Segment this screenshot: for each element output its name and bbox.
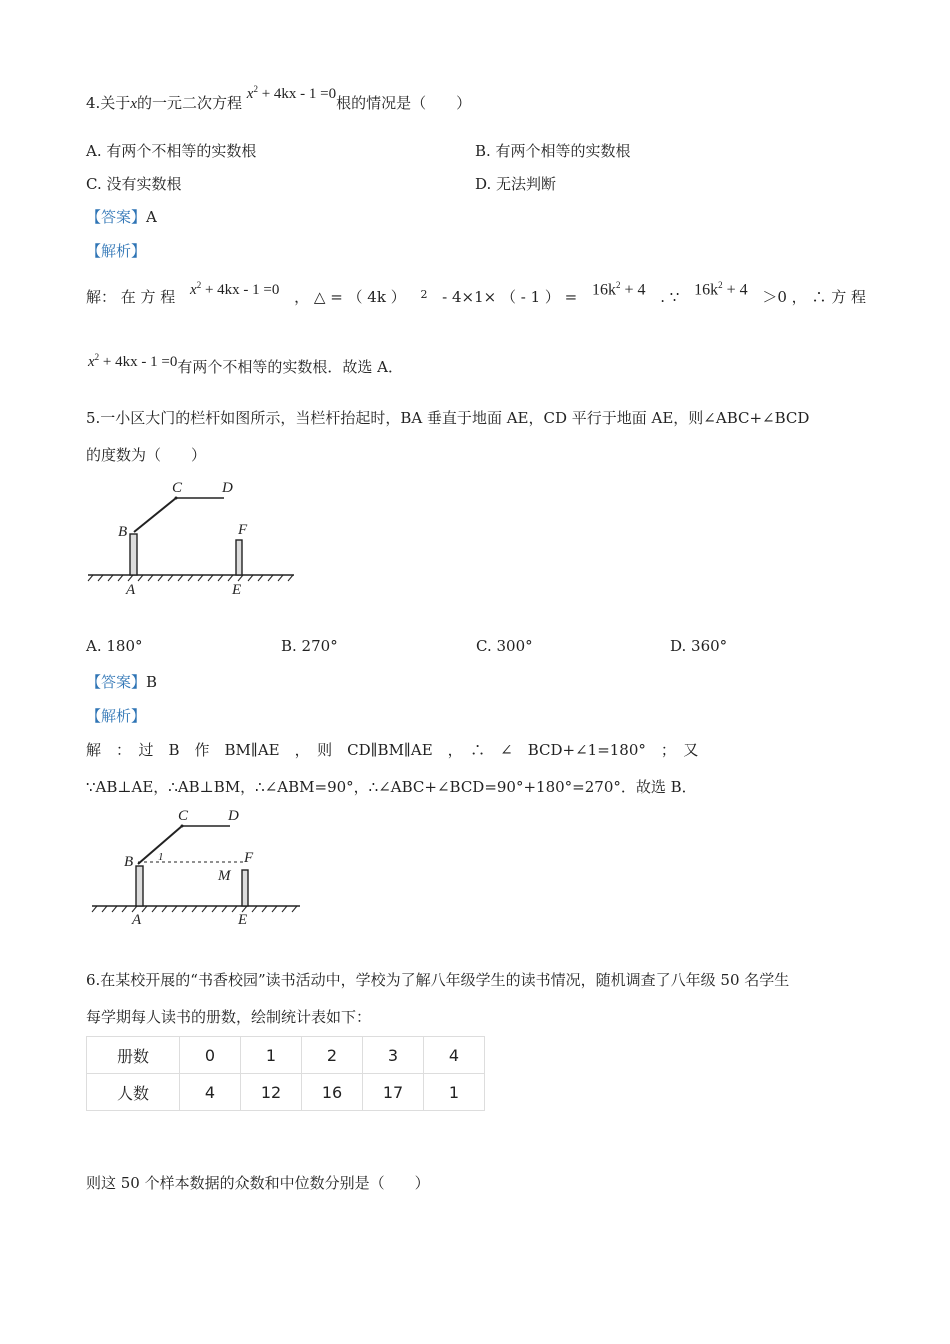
ground-hatch [268, 575, 273, 581]
ground-hatch [258, 575, 263, 581]
ground-hatch [182, 906, 187, 912]
ground-hatch [122, 906, 127, 912]
q4-stem [86, 84, 472, 113]
table-cell: 册数 [87, 1037, 180, 1074]
ground-hatch [158, 575, 163, 581]
ground-hatch [288, 575, 293, 581]
q5-stem-line1: 5.一小区大门的栏杆如图所示，当栏杆抬起时，BA 垂直于地面 AE，CD 平行于地面 AE，则∠ABC+∠BCD [86, 409, 810, 427]
ground-hatch [118, 575, 123, 581]
ground-hatch [282, 906, 287, 912]
q5-figure-2 [86, 804, 306, 930]
table-cell: 12 [241, 1074, 302, 1111]
q4-solution-line1 [86, 279, 866, 307]
ground-hatch [222, 906, 227, 912]
q4-answer [86, 206, 157, 227]
ground-hatch [188, 575, 193, 581]
q6-question: 则这 50 个样本数据的众数和中位数分别是（ ） [86, 1174, 430, 1192]
ground-hatch [108, 575, 113, 581]
table-cell: 4 [424, 1037, 485, 1074]
table-cell: 1 [424, 1074, 485, 1111]
ground-hatch [172, 906, 177, 912]
fig2-label-d: D [228, 808, 239, 824]
q5-figure-1 [84, 474, 300, 604]
table-cell: 人数 [87, 1074, 180, 1111]
table-row [87, 1037, 485, 1074]
q5-solution-line2: ∵AB⊥AE，∴AB⊥BM，∴∠ABM=90°，∴∠ABC+∠BCD=90°+180°=270°．故选 B． [86, 778, 697, 796]
ground-hatch [128, 575, 133, 581]
ground-hatch [192, 906, 197, 912]
ground-hatch [238, 575, 243, 581]
ground-hatch [148, 575, 153, 581]
sol-sup: 2 [420, 288, 428, 301]
q5-option-a: A. 180° [86, 637, 143, 655]
fig2-label-m: M [218, 868, 231, 884]
q5-option-d: D. 360° [670, 637, 728, 655]
fig2-label-b: B [124, 854, 134, 870]
sol-delta: ， △ = （ 4k ） [294, 288, 406, 306]
ground-hatch [138, 575, 143, 581]
ground-hatch [252, 906, 257, 912]
q4-var: x [130, 96, 137, 112]
q4-analysis-tag: 【解析】 [86, 242, 147, 260]
ground-hatch [98, 575, 103, 581]
ground-hatch [162, 906, 167, 912]
ground-hatch [202, 906, 207, 912]
q4-equation: $x^2 + 4kx - 1 =0$ [246, 84, 337, 102]
q6-stat-table [86, 1036, 485, 1111]
ground-hatch [272, 906, 277, 912]
sol-result: $16k^2 + 4$ [592, 279, 646, 298]
answer-tag: 【答案】 [86, 673, 147, 691]
fig2-label-a: A [132, 912, 142, 928]
answer-tag: 【答案】 [86, 208, 147, 226]
ground-hatch [152, 906, 157, 912]
ground-hatch [232, 906, 237, 912]
table-cell: 1 [241, 1037, 302, 1074]
ground-hatch [102, 906, 107, 912]
fig2-label-c: C [178, 808, 189, 824]
ground-hatch [228, 575, 233, 581]
q5-answer [86, 671, 157, 692]
ground-hatch [292, 906, 297, 912]
table-cell: 2 [302, 1037, 363, 1074]
answer-value: B [146, 673, 158, 691]
table-cell: 16 [302, 1074, 363, 1111]
q4-suffix: 根的情况是（ ） [336, 94, 472, 112]
ground-hatch [278, 575, 283, 581]
ground-hatch [112, 906, 117, 912]
q4-option-b: B. 有两个相等的实数根 [475, 142, 631, 160]
ground-hatch [88, 575, 93, 581]
q4-option-c: C. 没有实数根 [86, 175, 182, 193]
q5-option-c: C. 300° [476, 637, 533, 655]
ground-hatch [198, 575, 203, 581]
ground-hatch [168, 575, 173, 581]
q5-solution-line1: 解 ： 过 B 作 BM∥AE ， 则 CD∥BM∥AE ， ∴ ∠ BCD+∠1=180° ； 又 [86, 741, 699, 759]
q5-option-b: B. 270° [281, 637, 338, 655]
q6-stem-line1: 6.在某校开展的“书香校园”读书活动中，学校为了解八年级学生的读书情况，随机调查了八年级 50 名学生 [86, 971, 790, 989]
q4-middle: 的一元二次方程 [136, 94, 242, 112]
fig1-label-a: A [126, 582, 136, 598]
ground-hatch [208, 575, 213, 581]
sol-because: . ∵ [660, 288, 680, 306]
q4-prefix: 4.关于 [86, 94, 131, 112]
fig1-label-e: E [232, 582, 242, 598]
table-cell: 3 [363, 1037, 424, 1074]
sol-eq: $x^2 + 4kx - 1 =0$ [190, 280, 280, 298]
q4-option-d: D. 无法判断 [475, 175, 557, 193]
q5-stem-line2: 的度数为（ ） [86, 446, 207, 464]
sol-result2: $16k^2 + 4$ [694, 279, 748, 298]
sol-therefore: ＞0 ， ∴ 方 程 [762, 288, 866, 306]
ground-hatch [178, 575, 183, 581]
table-cell: 4 [180, 1074, 241, 1111]
fig2-label-f: F [244, 850, 254, 866]
table-cell: 17 [363, 1074, 424, 1111]
ground-hatch [248, 575, 253, 581]
q6-stem-line2: 每学期每人读书的册数，绘制统计表如下： [86, 1008, 372, 1026]
fig2-label-e: E [238, 912, 248, 928]
fig2-label-1: 1 [158, 851, 164, 863]
fig1-label-d: D [222, 480, 233, 496]
sol2-eq: $x^2 + 4kx - 1 =0$ [88, 352, 178, 370]
ground-hatch [212, 906, 217, 912]
ground-hatch [262, 906, 267, 912]
q4-solution-line2 [88, 352, 403, 377]
q5-analysis-tag: 【解析】 [86, 707, 147, 725]
fig1-label-f: F [238, 522, 248, 538]
sol2-text: 有两个不相等的实数根．故选 A． [177, 358, 403, 376]
ground-hatch [142, 906, 147, 912]
answer-value: A [146, 208, 157, 226]
ground-hatch [92, 906, 97, 912]
table-cell: 0 [180, 1037, 241, 1074]
q4-option-a: A. 有两个不相等的实数根 [86, 142, 257, 160]
table-row [87, 1074, 485, 1111]
sol-text: 解： 在 方 程 [86, 288, 176, 306]
ground-hatch [218, 575, 223, 581]
fig1-label-c: C [172, 480, 183, 496]
sol-calc: - 4×1× （ - 1 ） = [442, 288, 578, 306]
fig1-label-b: B [118, 524, 128, 540]
